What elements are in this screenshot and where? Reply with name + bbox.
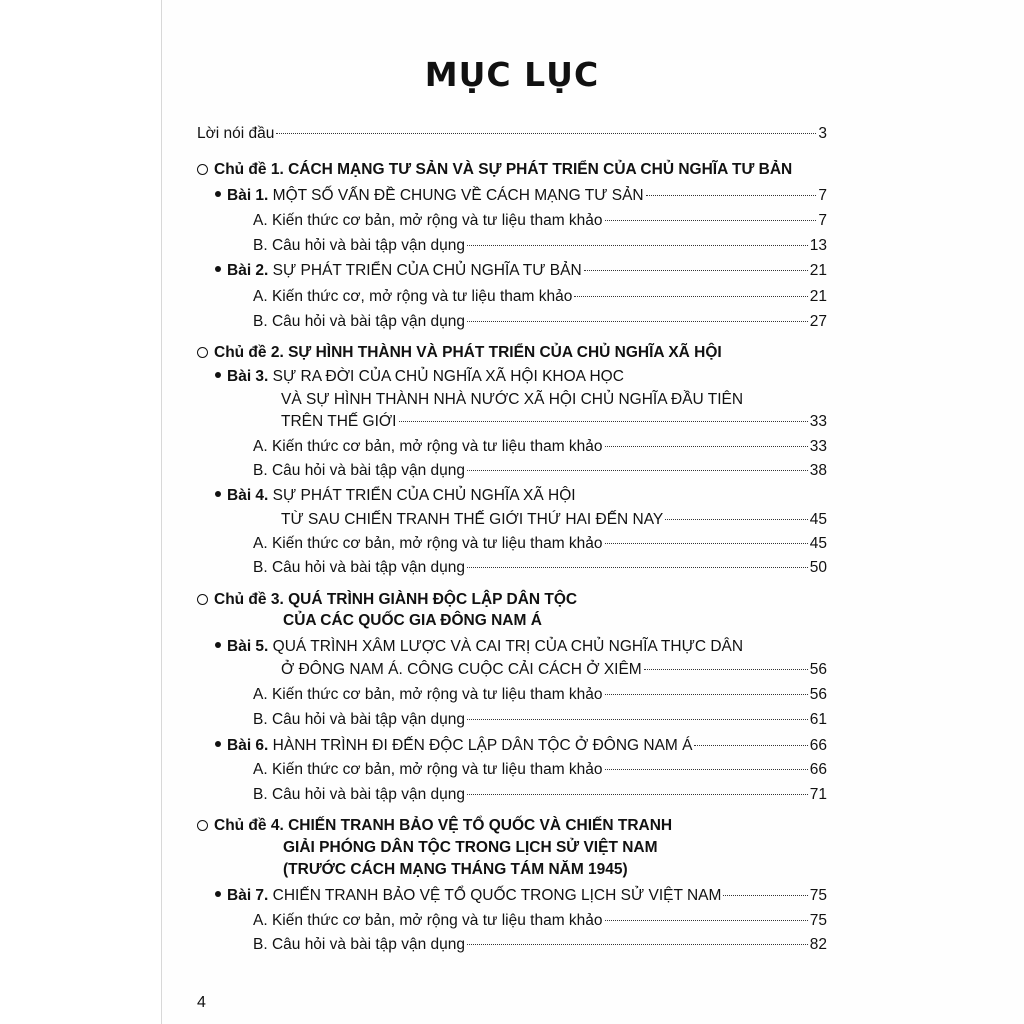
toc-entry-page: 3 [818,125,827,142]
leader-dots [574,295,807,297]
toc-topic-title-line-1: Chủ đề 3. QUÁ TRÌNH GIÀNH ĐỘC LẬP DÂN TỘC [214,591,578,608]
toc-entry-page: 56 [809,686,827,703]
toc-subentry-1a[interactable] [253,211,827,231]
lesson-number: Bài 1. [227,187,269,204]
toc-subentry-6b[interactable] [253,785,827,805]
dot-bullet-icon [215,891,221,897]
toc-lesson-3[interactable] [215,367,624,387]
toc-topic-title: Chủ đề 1. CÁCH MẠNG TƯ SẢN VÀ SỰ PHÁT TRIỂN CỦA CHỦ NGHĨA TƯ BẢN [214,161,793,178]
toc-lesson-1[interactable] [215,186,827,206]
leader-dots [467,244,808,246]
toc-entry-label: B. Câu hỏi và bài tập vận dụng [253,313,465,330]
circle-bullet-icon [197,164,208,175]
dot-bullet-icon [215,642,221,648]
lesson-title: CHIẾN TRANH BẢO VỆ TỔ QUỐC TRONG LỊCH SỬ VIỆT NAM [272,887,722,904]
leader-dots [276,132,816,134]
toc-subentry-2b[interactable] [253,312,827,332]
leader-dots [467,469,808,471]
leader-dots [644,668,808,670]
toc-entry-page: 27 [809,313,827,330]
toc-entry-page: 33 [809,438,827,455]
toc-topic-title-line-2: GIẢI PHÓNG DÂN TỘC TRONG LỊCH SỬ VIỆT NAM [283,839,658,856]
toc-entry-page: 45 [809,535,827,552]
lesson-number: Bài 6. [227,737,269,754]
toc-topic-title: Chủ đề 2. SỰ HÌNH THÀNH VÀ PHÁT TRIỂN CỦA CHỦ NGHĨA XÃ HỘI [214,344,722,361]
leader-dots [584,269,808,271]
circle-bullet-icon [197,820,208,831]
toc-entry-page: 7 [818,187,827,204]
toc-entry-label: B. Câu hỏi và bài tập vận dụng [253,559,465,576]
toc-subentry-4b[interactable] [253,558,827,578]
toc-lesson-4[interactable] [215,486,576,506]
lesson-title: SỰ PHÁT TRIỂN CỦA CHỦ NGHĨA TƯ BẢN [272,262,582,279]
toc-topic-4[interactable] [197,816,672,836]
toc-topic-3[interactable] [197,590,577,610]
toc-entry-label: A. Kiến thức cơ bản, mở rộng và tư liệu tham khảo [253,212,603,229]
leader-dots [605,693,808,695]
leader-dots [605,219,817,221]
lesson-number: Bài 4. [227,487,269,504]
toc-entry-page: 66 [809,761,827,778]
leader-dots [605,919,808,921]
toc-lesson-7[interactable] [215,886,827,906]
toc-subentry-2a[interactable] [253,287,827,307]
dot-bullet-icon [215,741,221,747]
toc-subentry-4a[interactable] [253,534,827,554]
toc-entry-label: A. Kiến thức cơ bản, mở rộng và tư liệu tham khảo [253,912,603,929]
leader-dots [467,320,808,322]
toc-topic-title-line-3: (TRƯỚC CÁCH MẠNG THÁNG TÁM NĂM 1945) [283,861,628,878]
leader-dots [467,793,808,795]
toc-subentry-3b[interactable] [253,461,827,481]
lesson-number: Bài 3. [227,368,269,385]
page-title: MỤC LỤC [424,55,600,94]
toc-entry-label: B. Câu hỏi và bài tập vận dụng [253,786,465,803]
toc-entry-page: 75 [809,912,827,929]
lesson-title-line-1: SỰ RA ĐỜI CỦA CHỦ NGHĨA XÃ HỘI KHOA HỌC [272,368,624,385]
lesson-title-line-3: TRÊN THẾ GIỚI [281,413,397,430]
toc-entry-label: B. Câu hỏi và bài tập vận dụng [253,462,465,479]
toc-entry-label: A. Kiến thức cơ bản, mở rộng và tư liệu tham khảo [253,686,603,703]
circle-bullet-icon [197,594,208,605]
toc-entry-page: 45 [809,511,827,528]
toc-topic-title-line-1: Chủ đề 4. CHIẾN TRANH BẢO VỆ TỔ QUỐC VÀ CHIẾN TRANH [214,817,673,834]
toc-entry-page: 13 [809,237,827,254]
leader-dots [665,518,808,520]
toc-entry-page: 66 [809,737,827,754]
lesson-title-line-2: Ở ĐÔNG NAM Á. CÔNG CUỘC CẢI CÁCH Ở XIÊM [281,661,642,678]
toc-entry-label: A. Kiến thức cơ bản, mở rộng và tư liệu tham khảo [253,761,603,778]
toc-lesson-5[interactable] [215,637,743,657]
leader-dots [605,542,808,544]
lesson-5-last-line [281,660,827,680]
toc-topic-title-line-2: CỦA CÁC QUỐC GIA ĐÔNG NAM Á [283,612,542,629]
toc-entry-page: 56 [809,661,827,678]
lesson-title-line-2: VÀ SỰ HÌNH THÀNH NHÀ NƯỚC XÃ HỘI CHỦ NGHĨA ĐẦU TIÊN [281,391,744,408]
toc-lesson-6[interactable] [215,736,827,756]
toc-entry-label: Lời nói đầu [197,125,275,142]
toc-entry-label: B. Câu hỏi và bài tập vận dụng [253,936,465,953]
lesson-number: Bài 5. [227,638,269,655]
lesson-title-line-1: SỰ PHÁT TRIỂN CỦA CHỦ NGHĨA XÃ HỘI [272,487,576,504]
toc-subentry-5b[interactable] [253,710,827,730]
lesson-3-last-line [281,412,827,432]
lesson-number: Bài 7. [227,887,269,904]
toc-lesson-2[interactable] [215,261,827,281]
leader-dots [723,894,807,896]
toc-entry-page: 82 [809,936,827,953]
toc-topic-1[interactable] [197,160,792,180]
dot-bullet-icon [215,191,221,197]
dot-bullet-icon [215,491,221,497]
toc-entry-label: A. Kiến thức cơ bản, mở rộng và tư liệu tham khảo [253,535,603,552]
lesson-title-line-1: QUÁ TRÌNH XÂM LƯỢC VÀ CAI TRỊ CỦA CHỦ NGHĨA THỰC DÂN [272,638,744,655]
lesson-title-line-2: TỪ SAU CHIẾN TRANH THẾ GIỚI THỨ HAI ĐẾN NAY [281,511,664,528]
toc-entry-page: 7 [818,212,827,229]
leader-dots [605,445,808,447]
toc-entry-page: 71 [809,786,827,803]
dot-bullet-icon [215,266,221,272]
lesson-title: HÀNH TRÌNH ĐI ĐẾN ĐỘC LẬP DÂN TỘC Ở ĐÔNG NAM Á [272,737,693,754]
toc-entry-page: 21 [809,262,827,279]
lesson-4-last-line [281,510,827,530]
circle-bullet-icon [197,347,208,358]
toc-entry-page: 61 [809,711,827,728]
leader-dots [467,566,808,568]
dot-bullet-icon [215,372,221,378]
leader-dots [646,194,817,196]
toc-subentry-1b[interactable] [253,236,827,256]
page-number: 4 [197,994,206,1011]
toc-entry-label: B. Câu hỏi và bài tập vận dụng [253,711,465,728]
toc-subentry-6a[interactable] [253,760,827,780]
lesson-number: Bài 2. [227,262,269,279]
toc-entry-page: 33 [809,413,827,430]
toc-entry-page: 21 [809,288,827,305]
toc-subentry-5a[interactable] [253,685,827,705]
leader-dots [467,943,808,945]
toc-topic-2[interactable] [197,343,722,363]
leader-dots [467,718,808,720]
leader-dots [694,744,807,746]
toc-entry-page: 50 [809,559,827,576]
lesson-title: MỘT SỐ VẤN ĐỀ CHUNG VỀ CÁCH MẠNG TƯ SẢN [272,187,644,204]
toc-entry-page: 75 [809,887,827,904]
toc-subentry-7b[interactable] [253,935,827,955]
toc-subentry-3a[interactable] [253,437,827,457]
toc-entry-preface[interactable] [197,124,827,144]
toc-entry-label: B. Câu hỏi và bài tập vận dụng [253,237,465,254]
toc-entry-page: 38 [809,462,827,479]
toc-entry-label: A. Kiến thức cơ bản, mở rộng và tư liệu tham khảo [253,438,603,455]
toc-entry-label: A. Kiến thức cơ, mở rộng và tư liệu tham khảo [253,288,573,305]
leader-dots [605,768,808,770]
leader-dots [399,420,808,422]
toc-subentry-7a[interactable] [253,911,827,931]
